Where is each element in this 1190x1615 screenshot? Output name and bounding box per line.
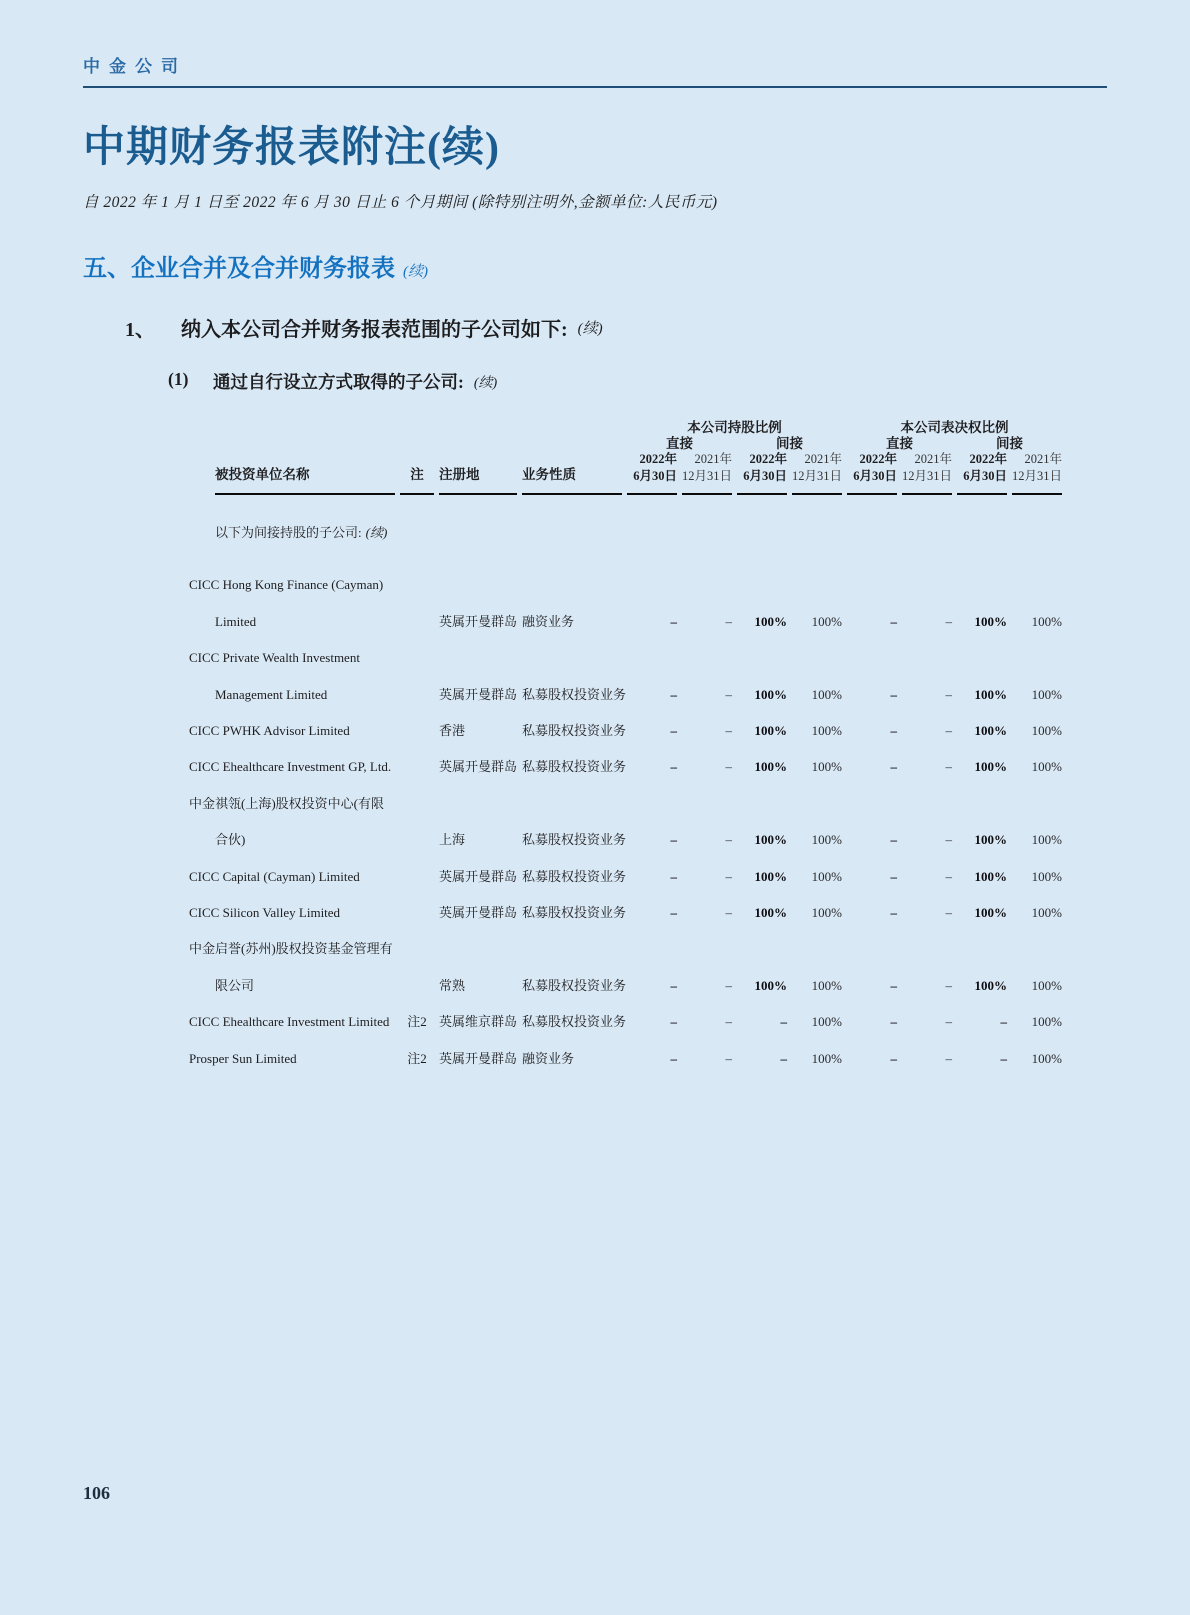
table-row <box>215 713 1062 749</box>
ratio-cell: – <box>670 613 677 629</box>
table-row <box>215 749 1062 785</box>
business-cell: 私募股权投资业务 <box>522 723 627 739</box>
ratio-cell: – <box>945 686 952 702</box>
ratio-cell: – <box>890 686 897 702</box>
registration-cell: 英属开曼群岛 <box>439 904 518 920</box>
ratio-cell: – <box>725 1014 732 1030</box>
ratio-cell: 100% <box>811 1014 842 1030</box>
ratio-cell: – <box>670 977 677 993</box>
ratio-cell: 100% <box>811 977 842 993</box>
ratio-cell: – <box>725 723 732 739</box>
header-year: 2022年 <box>859 452 897 467</box>
table-row <box>215 567 1062 640</box>
ratio-cell: – <box>890 1050 897 1066</box>
ratio-cell: – <box>725 1050 732 1066</box>
ratio-cell: – <box>1000 1014 1007 1030</box>
ratio-cell: – <box>670 723 677 739</box>
indirect-holdings-note-cont: (续) <box>365 524 388 540</box>
header-year: 2022年 <box>639 452 677 467</box>
registration-cell: 英属开曼群岛 <box>439 686 518 702</box>
ratio-cell: 100% <box>811 613 842 629</box>
ratio-cell: – <box>945 868 952 884</box>
business-cell: 融资业务 <box>522 613 575 629</box>
ratio-cell: – <box>670 759 677 775</box>
ratio-cell: – <box>670 868 677 884</box>
header-indirect-2: 间接 <box>996 436 1023 452</box>
ratio-cell: – <box>890 759 897 775</box>
section-heading <box>83 248 1107 283</box>
ratio-cell: 100% <box>754 613 787 629</box>
business-cell: 私募股权投资业务 <box>522 868 627 884</box>
note-cell <box>400 640 434 713</box>
ratio-cell: – <box>890 613 897 629</box>
ratio-cell: – <box>670 832 677 848</box>
ratio-cell: 100% <box>811 868 842 884</box>
ratio-cell: – <box>780 1050 787 1066</box>
ratio-cell: 100% <box>1031 1050 1062 1066</box>
company-name-cell: 中金祺瓴(上海)股权投资中心(有限合伙) <box>189 795 384 848</box>
header-year: 2021年 <box>1024 452 1062 467</box>
ratio-cell: 100% <box>754 868 787 884</box>
ratio-cell: 100% <box>754 904 787 920</box>
company-name-cell: CICC Ehealthcare Investment GP, Ltd. <box>189 759 392 775</box>
ratio-cell: – <box>890 977 897 993</box>
list-item-1 <box>125 313 1107 342</box>
table-row <box>215 786 1062 859</box>
ratio-cell: – <box>945 832 952 848</box>
ratio-cell: 100% <box>811 686 842 702</box>
ratio-cell: 100% <box>811 832 842 848</box>
header-date: 12月31日 <box>682 467 732 494</box>
header-date: 6月30日 <box>957 467 1007 494</box>
ratio-cell: 100% <box>754 686 787 702</box>
header-sub-row <box>215 436 1062 452</box>
section-number: 五、 <box>83 256 131 282</box>
ratio-cell: – <box>890 904 897 920</box>
ratio-cell: 100% <box>754 977 787 993</box>
header-year: 2022年 <box>969 452 1007 467</box>
ratio-cell: 100% <box>1031 613 1062 629</box>
ratio-cell: 100% <box>1031 868 1062 884</box>
business-cell: 私募股权投资业务 <box>522 904 627 920</box>
ratio-cell: – <box>890 868 897 884</box>
ratio-cell: 100% <box>1031 832 1062 848</box>
ratio-cell: 100% <box>974 832 1007 848</box>
ratio-cell: – <box>670 904 677 920</box>
ratio-cell: – <box>725 613 732 629</box>
header-note: 注 <box>400 467 434 494</box>
page-subtitle: 自 2022 年 1 月 1 日至 2022 年 6 月 30 日止 6 个月期间 (除特别注明外,金额单位:人民币元) <box>83 194 718 211</box>
note-cell <box>400 749 434 785</box>
header-investee-name: 被投资单位名称 <box>215 467 395 494</box>
company-name-cell: CICC Capital (Cayman) Limited <box>189 868 360 884</box>
ratio-cell: – <box>945 723 952 739</box>
header-date-row <box>215 467 1062 494</box>
header-year: 2022年 <box>749 452 787 467</box>
header-voting-ratio: 本公司表决权比例 <box>900 420 1009 435</box>
subsidiaries-table <box>189 420 1067 1077</box>
registration-cell: 常熟 <box>439 977 466 993</box>
registration-cell: 英属开曼群岛 <box>439 613 518 629</box>
ratio-cell: 100% <box>1031 723 1062 739</box>
ratio-cell: 100% <box>1031 686 1062 702</box>
ratio-cell: – <box>945 1050 952 1066</box>
company-name-cell: CICC Ehealthcare Investment Limited <box>189 1014 390 1030</box>
ratio-cell: 100% <box>974 613 1007 629</box>
ratio-cell: 100% <box>754 723 787 739</box>
ratio-cell: – <box>725 686 732 702</box>
item2-continued-marker: (续) <box>473 375 498 391</box>
registration-cell: 英属开曼群岛 <box>439 1050 518 1066</box>
note-cell <box>400 786 434 859</box>
header-year: 2021年 <box>914 452 952 467</box>
business-cell: 私募股权投资业务 <box>522 1014 627 1030</box>
ratio-cell: 100% <box>811 1050 842 1066</box>
header-spacer <box>215 420 622 436</box>
header-date: 6月30日 <box>847 467 897 494</box>
ratio-cell: 100% <box>811 723 842 739</box>
table-body <box>189 495 1062 1077</box>
ratio-cell: 100% <box>974 977 1007 993</box>
item2-number: (1) <box>168 369 189 389</box>
ratio-cell: – <box>945 759 952 775</box>
ratio-cell: – <box>670 686 677 702</box>
ratio-cell: – <box>725 904 732 920</box>
ratio-cell: – <box>725 977 732 993</box>
ratio-cell: – <box>725 759 732 775</box>
note-cell: 注2 <box>407 1014 427 1030</box>
page-number: 106 <box>83 1483 110 1503</box>
note-cell <box>400 895 434 931</box>
ratio-cell: – <box>1000 1050 1007 1066</box>
header-shareholding-ratio: 本公司持股比例 <box>687 420 782 435</box>
header-date: 12月31日 <box>1012 467 1062 494</box>
ratio-cell: 100% <box>974 723 1007 739</box>
header-date: 6月30日 <box>737 467 787 494</box>
business-cell: 私募股权投资业务 <box>522 977 627 993</box>
section-title: 企业合并及合并财务报表 <box>131 256 395 282</box>
note-cell <box>400 931 434 1004</box>
list-item-1-1 <box>168 369 1107 394</box>
item2-text: 通过自行设立方式取得的子公司: <box>213 372 464 392</box>
ratio-cell: 100% <box>811 759 842 775</box>
ratio-cell: 100% <box>974 759 1007 775</box>
header-indirect-1: 间接 <box>776 436 803 452</box>
ratio-cell: – <box>890 723 897 739</box>
business-cell: 融资业务 <box>522 1050 575 1066</box>
ratio-cell: 100% <box>1031 1014 1062 1030</box>
note-cell <box>400 859 434 895</box>
table-row <box>215 931 1062 1004</box>
indirect-holdings-note-row <box>215 495 1062 568</box>
item1-number: 1、 <box>125 319 155 341</box>
header-direct-2: 直接 <box>886 436 913 452</box>
company-name-cell: 中金启誉(苏州)股权投资基金管理有限公司 <box>189 941 393 993</box>
company-name-cell: Prosper Sun Limited <box>189 1050 297 1066</box>
ratio-cell: – <box>780 1014 787 1030</box>
ratio-cell: – <box>945 1014 952 1030</box>
ratio-cell: 100% <box>974 904 1007 920</box>
header-group-row <box>215 420 1062 436</box>
header-direct-1: 直接 <box>666 436 693 452</box>
ratio-cell: – <box>945 613 952 629</box>
header-spacer <box>215 452 622 467</box>
header-date: 12月31日 <box>902 467 952 494</box>
item1-text: 纳入本公司合并财务报表范围的子公司如下: <box>181 319 568 341</box>
table-row <box>215 1004 1062 1040</box>
brand-rule <box>83 86 1107 88</box>
note-cell <box>400 713 434 749</box>
ratio-cell: 100% <box>1031 759 1062 775</box>
header-year: 2021年 <box>804 452 842 467</box>
company-name-cell: CICC Private Wealth Investment Management Limited <box>189 650 360 702</box>
table-row <box>215 1041 1062 1077</box>
header-spacer <box>215 436 622 452</box>
ratio-cell: 100% <box>754 832 787 848</box>
registration-cell: 英属开曼群岛 <box>439 868 518 884</box>
header-registration-place: 注册地 <box>439 467 517 494</box>
header-date: 6月30日 <box>627 467 677 494</box>
table-header <box>215 420 1062 495</box>
indirect-holdings-note <box>215 495 1062 568</box>
item1-continued-marker: (续) <box>577 321 603 337</box>
table-row <box>215 859 1062 895</box>
ratio-cell: – <box>890 832 897 848</box>
section-continued-marker: (续) <box>403 264 428 280</box>
ratio-cell: – <box>890 1014 897 1030</box>
ratio-cell: 100% <box>974 686 1007 702</box>
header-year: 2021年 <box>694 452 732 467</box>
registration-cell: 英属开曼群岛 <box>439 759 518 775</box>
ratio-cell: – <box>670 1014 677 1030</box>
ratio-cell: – <box>945 904 952 920</box>
header-date: 12月31日 <box>792 467 842 494</box>
ratio-cell: 100% <box>754 759 787 775</box>
note-cell <box>400 567 434 640</box>
registration-cell: 英属维京群岛 <box>439 1014 518 1030</box>
ratio-cell: 100% <box>1031 904 1062 920</box>
ratio-cell: – <box>670 1050 677 1066</box>
page-title: 中期财务报表附注(续) <box>83 125 500 171</box>
ratio-cell: 100% <box>974 868 1007 884</box>
table-row <box>215 895 1062 931</box>
company-name-cell: CICC PWHK Advisor Limited <box>189 723 350 739</box>
ratio-cell: – <box>945 977 952 993</box>
ratio-cell: 100% <box>1031 977 1062 993</box>
table-row <box>215 640 1062 713</box>
indirect-holdings-note-text: 以下为间接持股的子公司: <box>215 524 362 540</box>
company-brand: 中金公司 <box>83 57 187 76</box>
ratio-cell: – <box>725 832 732 848</box>
business-cell: 私募股权投资业务 <box>522 759 627 775</box>
company-name-cell: CICC Silicon Valley Limited <box>189 904 341 920</box>
header-business-nature: 业务性质 <box>522 467 622 494</box>
header-year-row <box>215 452 1062 467</box>
note-cell: 注2 <box>407 1050 427 1066</box>
business-cell: 私募股权投资业务 <box>522 686 627 702</box>
ratio-cell: 100% <box>811 904 842 920</box>
registration-cell: 香港 <box>439 723 466 739</box>
company-name-cell: CICC Hong Kong Finance (Cayman) Limited <box>189 577 384 629</box>
business-cell: 私募股权投资业务 <box>522 832 627 848</box>
ratio-cell: – <box>725 868 732 884</box>
registration-cell: 上海 <box>439 832 466 848</box>
